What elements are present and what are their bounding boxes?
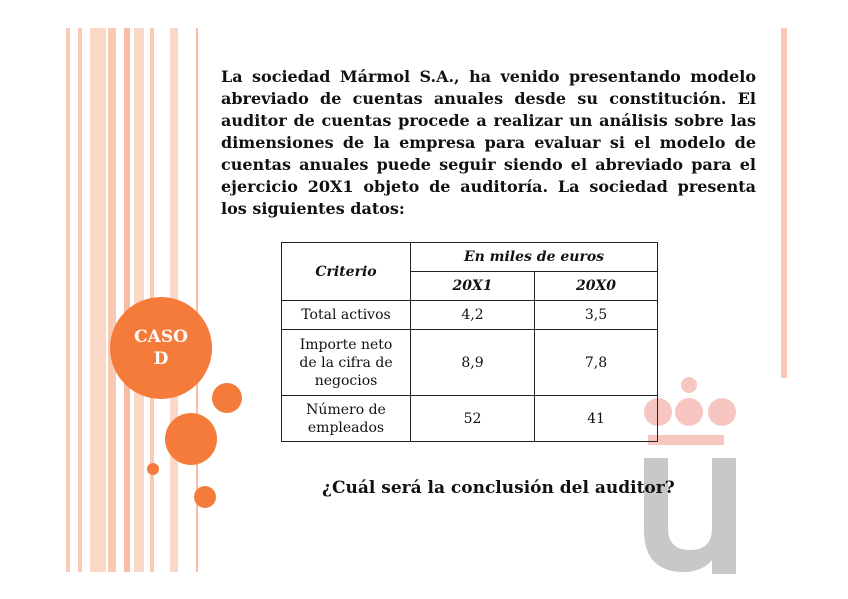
decorative-circle (194, 486, 216, 508)
row-value-20x1: 4,2 (411, 301, 535, 330)
table-row (282, 301, 658, 330)
header-col-20x1: 20X1 (411, 272, 535, 301)
case-badge-line2: D (153, 349, 169, 369)
case-badge-line1: CASO (134, 327, 188, 347)
row-value-20x0: 3,5 (535, 301, 658, 330)
question-text: ¿Cuál será la conclusión del auditor? (322, 478, 675, 498)
header-group: En miles de euros (411, 243, 658, 272)
table-row (282, 330, 658, 396)
decorative-circle (165, 413, 217, 465)
header-col-20x0: 20X0 (535, 272, 658, 301)
table-row (282, 396, 658, 442)
data-table (281, 242, 658, 442)
case-badge (110, 297, 212, 399)
row-label: Número de empleados (282, 396, 411, 442)
row-value-20x0: 41 (535, 396, 658, 442)
row-value-20x1: 52 (411, 396, 535, 442)
row-label: Total activos (282, 301, 411, 330)
row-label: Importe neto de la cifra de negocios (282, 330, 411, 396)
decorative-circle (147, 463, 159, 475)
row-value-20x0: 7,8 (535, 330, 658, 396)
row-value-20x1: 8,9 (411, 330, 535, 396)
decorative-circle (212, 383, 242, 413)
intro-paragraph: La sociedad Mármol S.A., ha venido presentando modelo abreviado de cuentas anuales desde su constitución. El auditor de cuentas procede a realizar un análisis sobre las dimensiones de la empresa para evaluar si el modelo de cuentas anuales puede seguir siendo el abreviado para el ejercicio 20X1 objeto de auditoría. La sociedad presenta los siguientes datos: (221, 67, 756, 218)
header-criterio: Criterio (282, 243, 411, 301)
right-stripe (781, 28, 787, 378)
